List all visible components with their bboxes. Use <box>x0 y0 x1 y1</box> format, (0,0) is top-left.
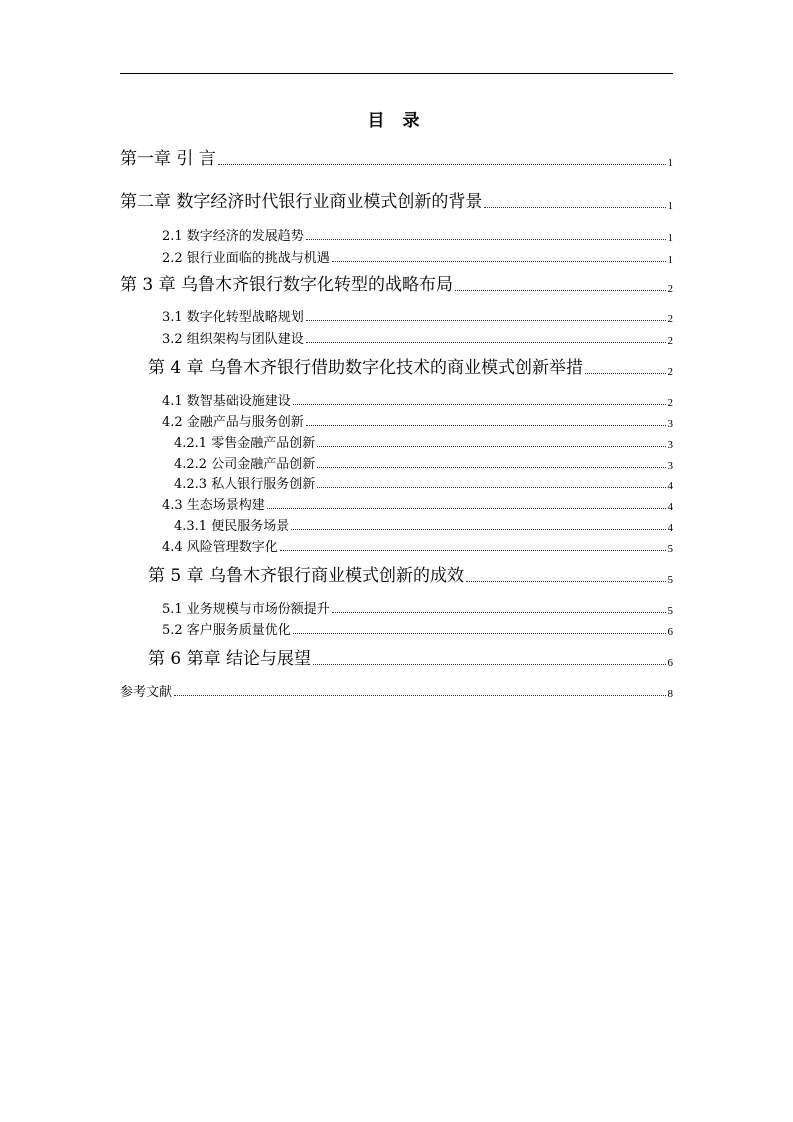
toc-entry-page: 2 <box>667 335 673 347</box>
toc-entry-section-4-3-1[interactable] <box>174 512 673 534</box>
toc-entry-page: 2 <box>667 283 673 295</box>
leader-dots <box>317 487 665 488</box>
leader-dots <box>293 633 666 634</box>
toc-entry-page: 2 <box>667 397 673 409</box>
toc-entry-label: 第一章 引 言 <box>120 149 216 169</box>
toc-entry-label: 4.4 风险管理数字化 <box>162 540 278 555</box>
toc-entry-page: 6 <box>667 626 673 638</box>
toc-entry-chapter-2[interactable] <box>120 190 673 212</box>
toc-entry-label: 第 6 第章 结论与展望 <box>148 649 312 669</box>
toc-entry-page: 3 <box>667 418 673 430</box>
leader-dots <box>317 467 665 468</box>
toc-entry-section-4-4[interactable] <box>162 533 673 555</box>
leader-dots <box>306 320 666 321</box>
toc-entry-section-5-2[interactable] <box>162 616 673 638</box>
toc-entry-label: 5.2 客户服务质量优化 <box>162 623 291 638</box>
leader-dots <box>218 164 666 165</box>
toc-entry-label: 2.2 银行业面临的挑战与机遇 <box>162 251 330 266</box>
toc-entry-label: 3.2 组织架构与团队建设 <box>162 332 304 347</box>
toc-entry-page: 8 <box>667 688 673 700</box>
toc-entry-page: 5 <box>667 543 673 555</box>
leader-dots <box>484 207 665 208</box>
leader-dots <box>455 290 665 291</box>
toc-entry-section-4-2-3[interactable] <box>174 470 673 492</box>
toc-entry-page: 3 <box>667 439 673 451</box>
toc-entry-section-4-2[interactable] <box>162 408 673 430</box>
toc-entry-page: 5 <box>667 574 673 586</box>
leader-dots <box>466 581 665 582</box>
toc-entry-section-5-1[interactable] <box>162 595 673 617</box>
toc-entry-label: 4.2 金融产品与服务创新 <box>162 415 304 430</box>
toc-entry-chapter-3[interactable] <box>120 273 673 295</box>
leader-dots <box>317 446 665 447</box>
leader-dots <box>291 529 665 530</box>
toc-entry-page: 6 <box>667 657 673 669</box>
toc-entry-section-2-1[interactable] <box>162 222 673 244</box>
toc-entry-label: 4.3.1 便民服务场景 <box>174 519 290 534</box>
leader-dots <box>306 342 666 343</box>
leader-dots <box>280 550 666 551</box>
toc-entry-page: 1 <box>667 254 673 266</box>
leader-dots <box>174 695 665 696</box>
toc-entry-page: 2 <box>667 313 673 325</box>
toc-entry-page: 3 <box>667 460 673 472</box>
toc-entry-chapter-1[interactable] <box>120 147 673 169</box>
toc-title: 目 录 <box>367 111 426 131</box>
leader-dots <box>313 664 665 665</box>
leader-dots <box>332 261 666 262</box>
toc-entry-chapter-5[interactable] <box>148 564 673 586</box>
toc-entry-label: 第 4 章 乌鲁木齐银行借助数字化技术的商业模式创新举措 <box>148 358 584 378</box>
leader-dots <box>332 612 666 613</box>
toc-entry-page: 4 <box>667 522 673 534</box>
toc-entry-page: 4 <box>667 501 673 513</box>
toc-entry-label: 第 5 章 乌鲁木齐银行商业模式创新的成效 <box>148 566 465 586</box>
toc-entry-section-4-1[interactable] <box>162 387 673 409</box>
toc-entry-label: 4.3 生态场景构建 <box>162 498 265 513</box>
toc-entry-label: 第二章 数字经济时代银行业商业模式创新的背景 <box>120 192 483 212</box>
toc-entry-chapter-4[interactable] <box>148 356 673 378</box>
toc-entry-page: 2 <box>667 366 673 378</box>
toc-entry-page: 5 <box>667 605 673 617</box>
toc-entry-section-3-2[interactable] <box>162 325 673 347</box>
toc-entry-label: 4.2.1 零售金融产品创新 <box>174 436 316 451</box>
leader-dots <box>306 239 666 240</box>
toc-entry-label: 2.1 数字经济的发展趋势 <box>162 229 304 244</box>
toc-entry-label: 4.2.3 私人银行服务创新 <box>174 477 316 492</box>
toc-entry-section-4-2-2[interactable] <box>174 450 673 472</box>
toc-entry-section-4-3[interactable] <box>162 491 673 513</box>
toc-entry-page: 4 <box>667 480 673 492</box>
toc-entry-page: 1 <box>667 200 673 212</box>
toc-entry-section-3-1[interactable] <box>162 303 673 325</box>
toc-entry-label: 第 3 章 乌鲁木齐银行数字化转型的战略布局 <box>120 275 454 295</box>
leader-dots <box>267 508 666 509</box>
toc-entry-label: 4.2.2 公司金融产品创新 <box>174 457 316 472</box>
toc-entry-page: 1 <box>667 232 673 244</box>
toc-entry-label: 3.1 数字化转型战略规划 <box>162 310 304 325</box>
toc-entry-chapter-6[interactable] <box>148 647 673 669</box>
leader-dots <box>293 404 666 405</box>
leader-dots <box>306 425 666 426</box>
toc-entry-section-4-2-1[interactable] <box>174 429 673 451</box>
toc-entry-page: 1 <box>667 157 673 169</box>
toc-entry-label: 参考文献 <box>120 685 173 700</box>
toc-entry-label: 4.1 数智基础设施建设 <box>162 394 291 409</box>
leader-dots <box>585 373 665 374</box>
toc-entry-label: 5.1 业务规模与市场份额提升 <box>162 602 330 617</box>
toc-entry-section-2-2[interactable] <box>162 244 673 266</box>
toc-entry-references[interactable] <box>120 678 673 700</box>
